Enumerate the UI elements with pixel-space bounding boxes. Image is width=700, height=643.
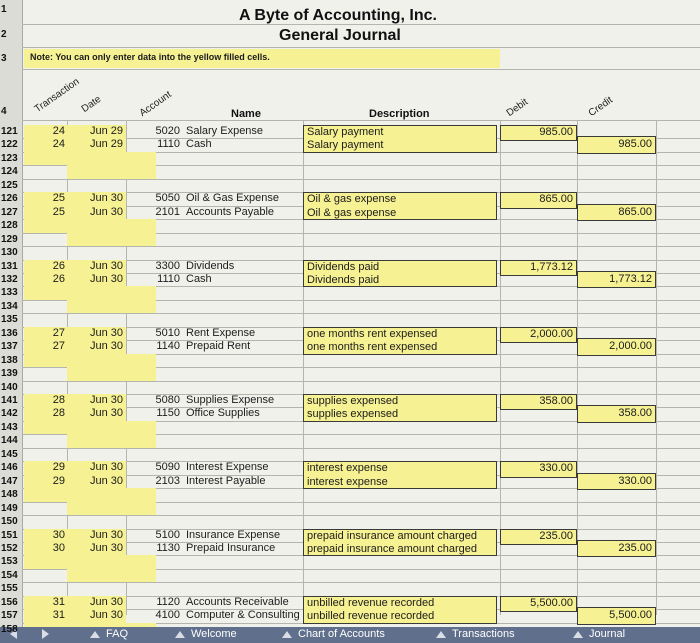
row-number: 136	[1, 327, 18, 339]
row-number: 125	[1, 179, 18, 191]
account-number: 5100	[155, 528, 180, 541]
account-number: 5090	[155, 461, 180, 474]
row-number: 3	[1, 53, 7, 64]
row-number: 156	[1, 596, 18, 608]
row-number: 147	[1, 475, 18, 487]
transaction-number: 27	[52, 326, 65, 339]
debit-amount: 985.00	[539, 126, 573, 138]
row-number: 130	[1, 247, 18, 259]
account-cell[interactable]	[126, 421, 156, 448]
transaction-number: 26	[52, 272, 65, 285]
row-number: 141	[1, 395, 18, 406]
row-number: 4	[1, 106, 7, 117]
date-value: Jun 30	[89, 609, 123, 622]
account-name: Salary Expense	[186, 125, 264, 137]
debit-amount: 2,000.00	[530, 327, 573, 340]
row-number: 132	[1, 273, 18, 285]
credit-amount: 865.00	[618, 205, 652, 218]
name-header: Name	[231, 108, 261, 120]
description-text: Salary payment	[307, 139, 384, 152]
transaction-number: 28	[52, 407, 65, 420]
grid-line	[22, 246, 700, 247]
debit-amount: 865.00	[539, 193, 573, 206]
row-number: 142	[1, 408, 18, 420]
account-name: Prepaid Rent	[186, 340, 251, 353]
tab-triangle-icon	[175, 631, 185, 638]
account-number: 5010	[155, 326, 180, 339]
row-number: 127	[1, 206, 18, 218]
account-number: 1110	[157, 272, 180, 285]
row-number: 1	[1, 4, 7, 15]
date-value: Jun 30	[89, 461, 123, 474]
row-number: 155	[1, 583, 18, 595]
transaction-number: 25	[52, 205, 65, 218]
credit-amount: 2,000.00	[609, 340, 652, 353]
page-subtitle: General Journal	[279, 27, 401, 44]
tab-chart-of-accounts[interactable]	[282, 628, 385, 640]
tab-welcome[interactable]	[175, 628, 237, 640]
description-text: prepaid insurance amount charged	[307, 529, 478, 542]
debit-amount: 330.00	[539, 462, 573, 475]
date-value: Jun 30	[89, 192, 123, 205]
account-name: Insurance Expense	[186, 528, 281, 541]
account-number: 4100	[155, 609, 180, 622]
tab-label: Journal	[589, 628, 626, 640]
transaction-number: 25	[52, 192, 65, 205]
row-number: 143	[1, 421, 18, 433]
credit-amount: 235.00	[618, 541, 652, 554]
row-number: 150	[1, 516, 18, 528]
row-number: 145	[1, 448, 18, 460]
date-value: Jun 30	[89, 205, 123, 218]
grid-line	[22, 179, 700, 180]
date-value: Jun 30	[89, 541, 123, 554]
grid-line	[22, 515, 700, 516]
date-value: Jun 30	[89, 474, 123, 487]
account-name: Prepaid Insurance	[186, 541, 276, 554]
row-number: 121	[1, 126, 18, 137]
transaction-number: 31	[52, 609, 65, 622]
row-number: 137	[1, 341, 18, 353]
description-text: Dividends paid	[307, 273, 380, 286]
transaction-number: 31	[52, 595, 65, 608]
description-text: supplies expensed	[307, 395, 399, 407]
account-number: 5080	[155, 394, 180, 406]
row-number: 157	[1, 610, 18, 622]
account-header: Account	[137, 89, 174, 119]
row-number: 144	[1, 435, 18, 447]
description-text: interest expense	[307, 462, 388, 475]
page-title: A Byte of Accounting, Inc.	[239, 7, 437, 24]
date-value: Jun 30	[89, 340, 123, 353]
description-text: Salary payment	[307, 126, 384, 138]
transaction-number: 24	[52, 125, 65, 137]
account-number: 1150	[156, 407, 180, 420]
transaction-number: 26	[52, 259, 65, 272]
account-name: Office Supplies	[186, 407, 260, 420]
row-number: 139	[1, 368, 18, 380]
debit-amount: 5,500.00	[530, 596, 573, 609]
account-cell[interactable]	[126, 488, 156, 515]
date-value: Jun 30	[89, 394, 123, 406]
account-cell[interactable]	[126, 555, 156, 582]
row-number: 146	[1, 462, 18, 474]
transaction-header: Transaction	[32, 76, 82, 115]
account-number: 5050	[155, 192, 180, 205]
description-text: one months rent expensed	[307, 341, 438, 354]
debit-header: Debit	[504, 96, 531, 119]
tab-faq[interactable]	[90, 628, 128, 640]
column-line	[656, 120, 657, 615]
account-name: Dividends	[186, 259, 235, 272]
row-number: 153	[1, 556, 18, 568]
grid-line	[22, 448, 700, 449]
row-number: 152	[1, 542, 18, 554]
sheet-tab-bar	[0, 623, 700, 643]
account-number: 1130	[156, 541, 180, 554]
account-number: 1110	[157, 138, 180, 151]
description-text: unbilled revenue recorded	[307, 596, 435, 609]
tab-label: Chart of Accounts	[298, 628, 385, 640]
row-number: 138	[1, 354, 18, 366]
credit-amount: 330.00	[618, 474, 652, 487]
row-number: 123	[1, 152, 18, 164]
description-text: Oil & gas expense	[307, 193, 397, 206]
row-number: 140	[1, 381, 18, 393]
account-name: Rent Expense	[186, 326, 256, 339]
transaction-number: 30	[52, 528, 65, 541]
row-number: 151	[1, 529, 18, 541]
tab-triangle-icon	[573, 631, 583, 638]
scroll-right-icon[interactable]	[42, 629, 49, 639]
row-number: 124	[1, 166, 18, 178]
grid-line	[22, 313, 700, 314]
date-value: Jun 29	[89, 125, 123, 137]
date-value: Jun 30	[89, 595, 123, 608]
account-number: 1120	[156, 595, 180, 608]
note-text: Note: You can only enter data into the yellow filled cells.	[30, 52, 270, 62]
row-number: 131	[1, 260, 18, 272]
credit-amount: 985.00	[618, 138, 652, 151]
account-name: Cash	[186, 272, 212, 285]
description-text: one months rent expensed	[307, 327, 438, 340]
tab-label: Transactions	[452, 628, 515, 640]
account-name: Accounts Receivable	[186, 595, 289, 608]
row-number: 122	[1, 139, 18, 151]
row-number: 2	[1, 29, 7, 40]
date-value: Jun 30	[89, 259, 123, 272]
description-text: Oil & gas expense	[307, 206, 397, 219]
account-number: 3300	[155, 259, 180, 272]
debit-amount: 1,773.12	[530, 260, 573, 273]
tab-triangle-icon	[282, 631, 292, 638]
tab-transactions[interactable]	[436, 628, 515, 640]
row-number: 129	[1, 233, 18, 245]
tab-label: Welcome	[191, 628, 237, 640]
credit-amount: 358.00	[618, 407, 652, 420]
transaction-number: 24	[52, 138, 65, 151]
debit-amount: 358.00	[539, 395, 573, 407]
row-number: 128	[1, 220, 18, 232]
tab-journal[interactable]	[573, 628, 625, 640]
description-header: Description	[369, 108, 430, 120]
credit-amount: 1,773.12	[609, 272, 652, 285]
transaction-number: 29	[52, 474, 65, 487]
grid-line	[22, 582, 700, 583]
date-value: Jun 30	[89, 272, 123, 285]
account-number: 2103	[155, 474, 180, 487]
account-cell[interactable]	[126, 152, 156, 179]
account-number: 1140	[156, 340, 180, 353]
account-name: Computer & Consulting	[186, 609, 300, 622]
description-text: prepaid insurance amount charged	[307, 542, 478, 555]
transaction-number: 30	[52, 541, 65, 554]
row-number: 126	[1, 193, 18, 205]
row-number: 148	[1, 489, 18, 501]
account-name: Cash	[186, 138, 212, 151]
tab-label: FAQ	[106, 628, 129, 640]
tab-triangle-icon	[90, 631, 100, 638]
transaction-number: 27	[52, 340, 65, 353]
account-cell[interactable]	[126, 219, 156, 246]
grid-line	[22, 381, 700, 382]
account-cell[interactable]	[126, 354, 156, 381]
credit-header: Credit	[586, 94, 615, 119]
date-value: Jun 30	[89, 326, 123, 339]
row-number: 135	[1, 314, 18, 326]
date-value: Jun 29	[89, 138, 123, 151]
row-number: 154	[1, 569, 18, 581]
account-name: Interest Payable	[186, 474, 266, 487]
description-text: interest expense	[307, 475, 388, 488]
description-text: unbilled revenue recorded	[307, 610, 435, 623]
account-name: Oil & Gas Expense	[186, 192, 279, 205]
transaction-number: 28	[52, 394, 65, 406]
date-value: Jun 30	[89, 407, 123, 420]
row-number: 158	[1, 623, 18, 635]
row-number: 133	[1, 287, 18, 299]
account-name: Accounts Payable	[186, 205, 275, 218]
transaction-number: 29	[52, 461, 65, 474]
row-number: 134	[1, 300, 18, 312]
row-number: 149	[1, 502, 18, 514]
account-number: 2101	[155, 205, 180, 218]
account-cell[interactable]	[126, 286, 156, 313]
tab-triangle-icon	[436, 631, 446, 638]
credit-amount: 5,500.00	[609, 609, 652, 622]
date-value: Jun 30	[89, 528, 123, 541]
date-header: Date	[79, 93, 104, 115]
account-name: Supplies Expense	[186, 394, 275, 406]
description-text: Dividends paid	[307, 260, 380, 273]
account-number: 5020	[155, 125, 180, 137]
account-name: Interest Expense	[186, 461, 269, 474]
description-text: supplies expensed	[307, 408, 399, 421]
debit-amount: 235.00	[539, 529, 573, 542]
